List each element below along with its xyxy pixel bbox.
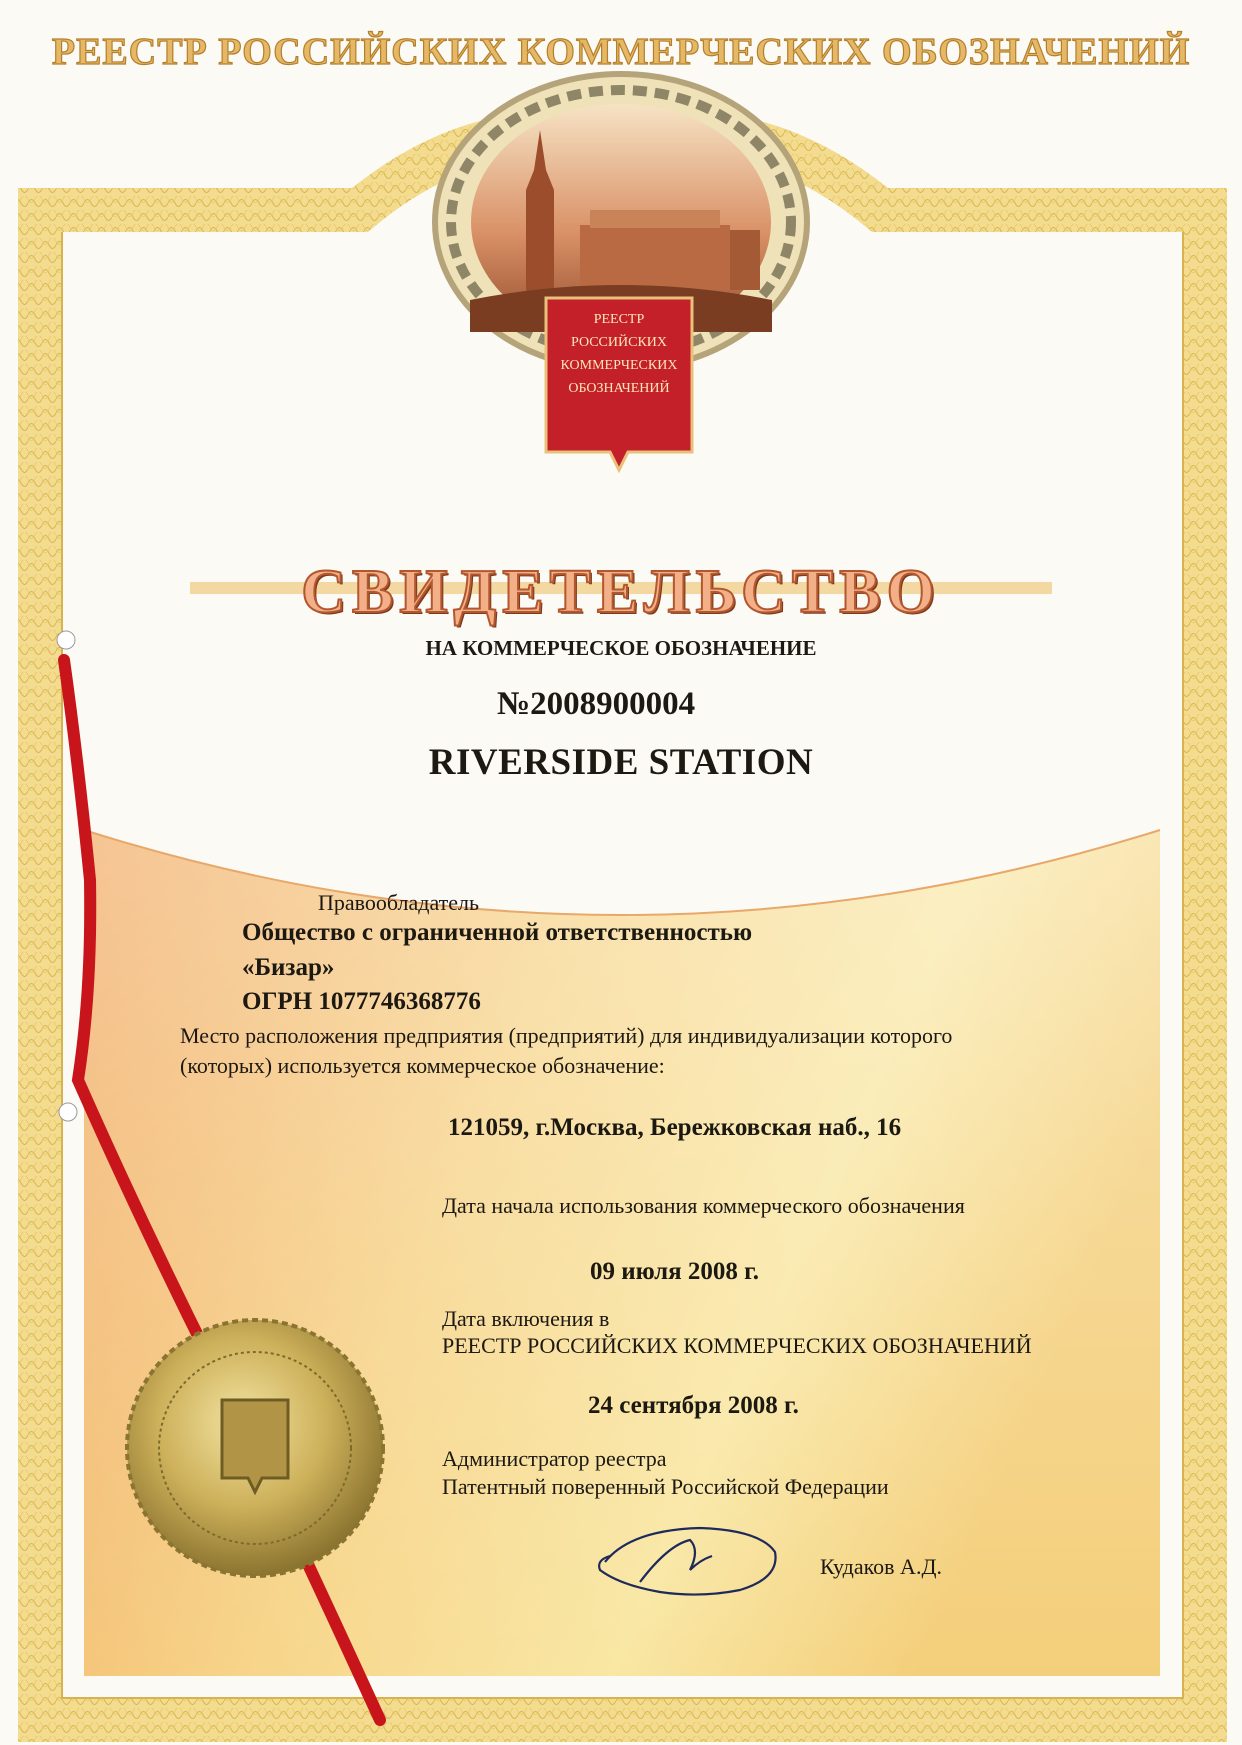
holder-name-line2: «Бизар» <box>242 954 335 981</box>
commercial-designation: RIVERSIDE STATION <box>428 742 814 783</box>
administrator-name: Кудаков А.Д. <box>820 1554 942 1579</box>
location-label-line2: (которых) используется коммерческое обозначение: <box>180 1053 665 1078</box>
badge-line: РЕЕСТР <box>593 312 645 327</box>
inclusion-label-line2: РЕЕСТР РОССИЙСКИХ КОММЕРЧЕСКИХ ОБОЗНАЧЕНИЙ <box>442 1333 1032 1358</box>
registry-title: РЕЕСТР РОССИЙСКИХ КОММЕРЧЕСКИХ ОБОЗНАЧЕНИЙ <box>51 31 1191 73</box>
badge-line: КОММЕРЧЕСКИХ <box>560 358 678 373</box>
badge-line: РОССИЙСКИХ <box>570 335 668 350</box>
certificate-subheading: НА КОММЕРЧЕСКОЕ ОБОЗНАЧЕНИЕ <box>425 636 817 660</box>
usage-start-date: 09 июля 2008 г. <box>590 1258 759 1285</box>
administrator-subtitle: Патентный поверенный Российской Федерации <box>442 1474 889 1499</box>
badge-line: ОБОЗНАЧЕНИЙ <box>568 381 670 396</box>
administrator-title: Администратор реестра <box>442 1446 667 1471</box>
inclusion-date: 24 сентября 2008 г. <box>588 1392 799 1419</box>
location-address: 121059, г.Москва, Бережковская наб., 16 <box>448 1114 902 1141</box>
holder-label: Правообладатель <box>318 890 480 915</box>
holder-name-line1: Общество с ограниченной ответственностью <box>242 919 753 946</box>
inclusion-label-line1: Дата включения в <box>442 1306 610 1331</box>
emblem-badge <box>546 308 692 400</box>
location-label-line1: Место расположения предприятия (предприятий) для индивидуализации которого <box>180 1023 953 1048</box>
usage-start-label: Дата начала использования коммерческого обозначения <box>442 1193 965 1218</box>
holder-ogrn: ОГРН 1077746368776 <box>242 988 481 1015</box>
gold-seal <box>127 1320 383 1576</box>
certificate-heading: СВИДЕТЕЛЬСТВО <box>301 558 941 626</box>
certificate-number: №2008900004 <box>497 686 696 722</box>
